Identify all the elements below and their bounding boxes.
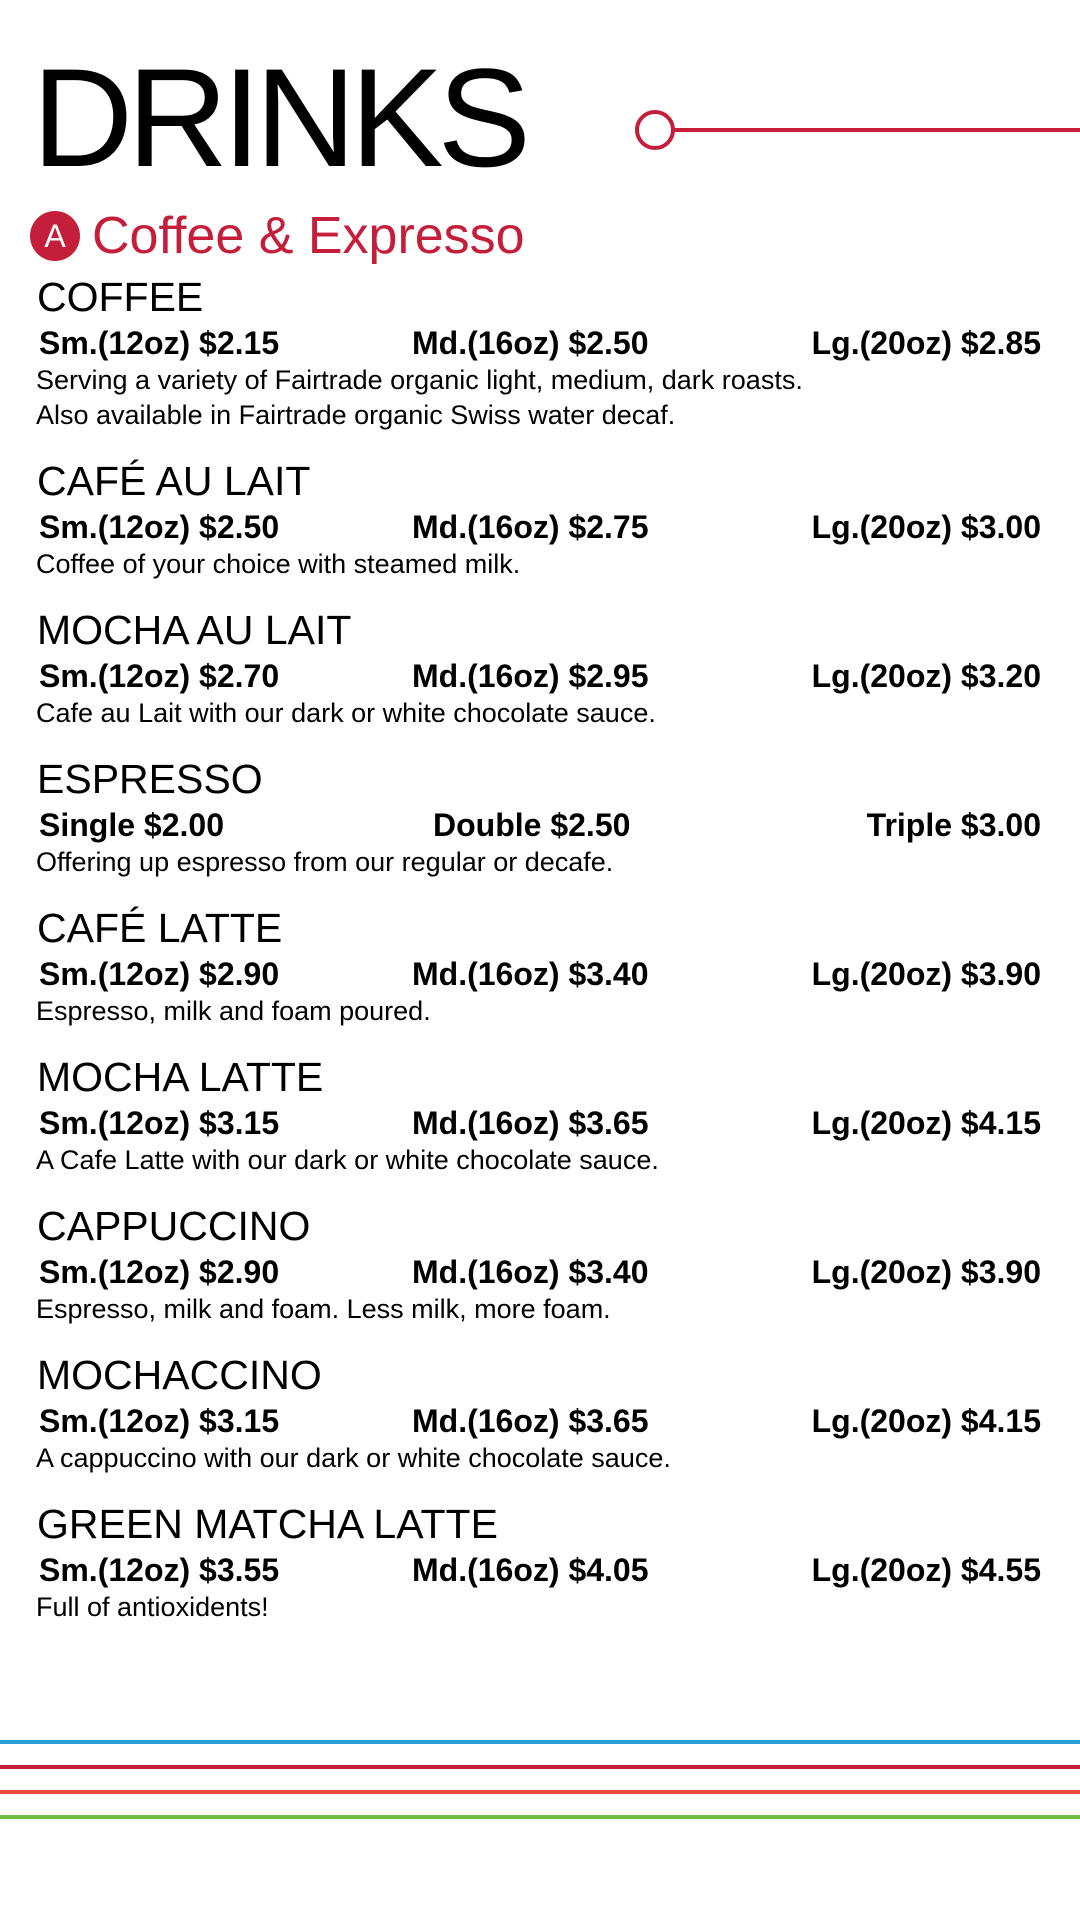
section-letter-badge: A: [30, 211, 80, 261]
price-large: Lg.(20oz) $3.90: [811, 1254, 1041, 1290]
price-small: Sm.(12oz) $3.15: [39, 1105, 280, 1141]
item-description-line: A Cafe Latte with our dark or white chocolate sauce.: [36, 1145, 659, 1175]
item-description-line: Cafe au Lait with our dark or white chocolate sauce.: [36, 698, 656, 728]
price-row: [37, 1550, 1041, 1590]
price-small: Sm.(12oz) $3.15: [39, 1403, 280, 1439]
price-row: [37, 323, 1041, 363]
item-description-line: Espresso, milk and foam poured.: [36, 996, 431, 1026]
item-name: CAFÉ AU LAIT: [37, 458, 311, 504]
item-description-line: Coffee of your choice with steamed milk.: [36, 549, 521, 579]
footer-stripe: [0, 1765, 1080, 1769]
price-medium: Md.(16oz) $2.95: [412, 658, 649, 694]
price-small: Sm.(12oz) $2.70: [39, 658, 280, 694]
price-large: Lg.(20oz) $4.15: [811, 1105, 1041, 1141]
menu-item: [37, 753, 1041, 902]
footer-stripes: [0, 1740, 1080, 1840]
price-row: [37, 1103, 1041, 1143]
price-single: Single $2.00: [39, 807, 224, 843]
footer-stripe: [0, 1740, 1080, 1744]
price-row: [37, 954, 1041, 994]
item-description-line: Serving a variety of Fairtrade organic light, medium, dark roasts.: [36, 365, 803, 395]
price-row: [37, 656, 1041, 696]
price-large: Lg.(20oz) $4.15: [811, 1403, 1041, 1439]
price-small: Sm.(12oz) $2.15: [39, 325, 280, 361]
menu-item: [37, 1498, 1041, 1647]
item-description-line: Full of antioxidents!: [36, 1592, 269, 1622]
footer-stripe: [0, 1815, 1080, 1819]
price-large: Lg.(20oz) $2.85: [811, 325, 1041, 361]
section-title: Coffee & Expresso: [92, 207, 525, 265]
price-large: Lg.(20oz) $3.00: [811, 509, 1041, 545]
price-large: Lg.(20oz) $4.55: [811, 1552, 1041, 1588]
page-title: DRINKS: [32, 39, 525, 196]
item-name: MOCHA AU LAIT: [37, 607, 352, 653]
item-description-line: Espresso, milk and foam. Less milk, more foam.: [36, 1294, 611, 1324]
price-medium: Md.(16oz) $3.65: [412, 1105, 649, 1141]
item-name: MOCHACCINO: [37, 1352, 322, 1398]
price-row: [37, 805, 1041, 845]
menu-item: [37, 1349, 1041, 1498]
item-name: ESPRESSO: [37, 756, 263, 802]
price-double: Double $2.50: [433, 807, 631, 843]
item-description-line: Also available in Fairtrade organic Swiss water decaf.: [36, 400, 676, 430]
price-small: Sm.(12oz) $3.55: [39, 1552, 280, 1588]
price-medium: Md.(16oz) $2.50: [412, 325, 649, 361]
item-name: GREEN MATCHA LATTE: [37, 1501, 498, 1547]
menu-item: [37, 455, 1041, 604]
title-line-decoration: [634, 108, 1080, 152]
item-name: CAFÉ LATTE: [37, 905, 283, 951]
item-name: COFFEE: [37, 274, 204, 320]
price-medium: Md.(16oz) $2.75: [412, 509, 649, 545]
price-small: Sm.(12oz) $2.90: [39, 956, 280, 992]
menu-item: [37, 902, 1041, 1051]
price-triple: Triple $3.00: [866, 807, 1041, 843]
menu-item: [37, 604, 1041, 753]
price-medium: Md.(16oz) $3.65: [412, 1403, 649, 1439]
price-large: Lg.(20oz) $3.20: [811, 658, 1041, 694]
drinks-menu-list: [37, 271, 1041, 1647]
menu-item: [37, 271, 1041, 455]
menu-item: [37, 1200, 1041, 1349]
menu-item: [37, 1051, 1041, 1200]
item-description-line: A cappuccino with our dark or white chocolate sauce.: [36, 1443, 671, 1473]
item-description-line: Offering up espresso from our regular or decafe.: [36, 847, 614, 877]
price-medium: Md.(16oz) $3.40: [412, 956, 649, 992]
item-name: CAPPUCCINO: [37, 1203, 311, 1249]
price-row: [37, 507, 1041, 547]
price-row: [37, 1252, 1041, 1292]
item-name: MOCHA LATTE: [37, 1054, 324, 1100]
footer-stripe: [0, 1790, 1080, 1794]
price-medium: Md.(16oz) $3.40: [412, 1254, 649, 1290]
title-line-circle: [637, 112, 673, 148]
price-large: Lg.(20oz) $3.90: [811, 956, 1041, 992]
section-heading: [30, 206, 525, 266]
price-row: [37, 1401, 1041, 1441]
price-small: Sm.(12oz) $2.50: [39, 509, 280, 545]
price-medium: Md.(16oz) $4.05: [412, 1552, 649, 1588]
price-small: Sm.(12oz) $2.90: [39, 1254, 280, 1290]
